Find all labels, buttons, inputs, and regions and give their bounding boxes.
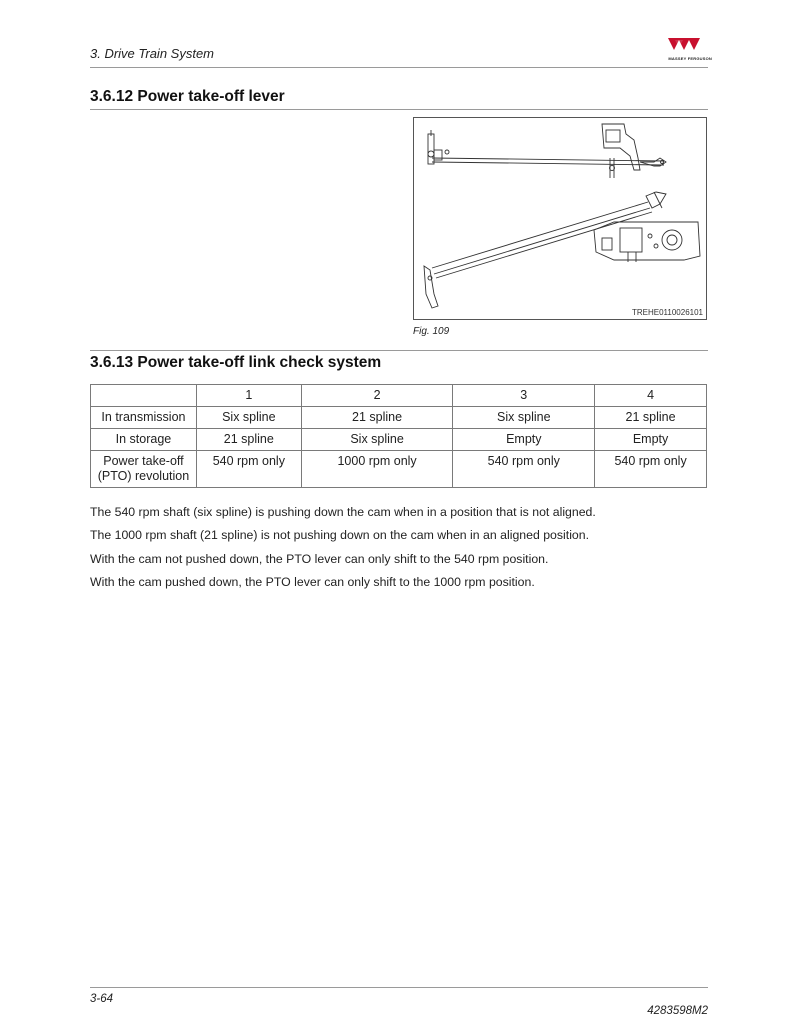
row-label: In storage (91, 429, 197, 451)
table-cell: 21 spline (196, 429, 301, 451)
page-number: 3-64 (90, 993, 114, 1005)
header-rule (90, 67, 708, 68)
table-row (91, 407, 707, 429)
document-number: 4283598M2 (647, 1005, 708, 1017)
table-cell: 21 spline (301, 407, 453, 429)
brand-logo (656, 36, 712, 64)
pto-lever-drawing (414, 118, 706, 319)
row-label-line: (PTO) revolution (97, 469, 190, 483)
figure-image-code: TREHE0110026101 (631, 308, 703, 317)
row-label-line: Power take-off (103, 454, 184, 468)
footer-rule (90, 987, 708, 988)
row-label (91, 451, 197, 488)
table-cell: Six spline (453, 407, 595, 429)
table-cell: 540 rpm only (196, 451, 301, 488)
table-row (91, 429, 707, 451)
figure-caption: Fig. 109 (413, 326, 450, 337)
body-paragraph: The 1000 rpm shaft (21 spline) is not pushing down on the cam when in an aligned position. (90, 528, 590, 542)
upper-rod-assembly (428, 124, 666, 178)
section-heading-power-take-off-lever: 3.6.12 Power take-off lever (90, 88, 285, 105)
table-header-cell: 3 (453, 385, 595, 407)
section-heading-pto-link-check: 3.6.13 Power take-off link check system (90, 354, 382, 371)
body-paragraph: With the cam pushed down, the PTO lever can only shift to the 1000 rpm position. (90, 575, 535, 589)
table-row (91, 451, 707, 488)
table-cell: Empty (453, 429, 595, 451)
table-cell: Six spline (301, 429, 453, 451)
row-label: In transmission (91, 407, 197, 429)
body-paragraph: The 540 rpm shaft (six spline) is pushing down the cam when in a position that is not aligned. (90, 505, 596, 519)
table-cell: 540 rpm only (595, 451, 707, 488)
table-header-cell: 4 (595, 385, 707, 407)
running-header: 3. Drive Train System (90, 46, 215, 61)
table-header-cell: 1 (196, 385, 301, 407)
pto-link-check-table (90, 384, 707, 488)
section-rule (90, 109, 708, 110)
table-cell: Six spline (196, 407, 301, 429)
section-rule (90, 350, 708, 351)
table-cell: 1000 rpm only (301, 451, 453, 488)
logo-wordmark: MASSEY FERGUSON (668, 56, 712, 61)
body-paragraph: With the cam not pushed down, the PTO lever can only shift to the 540 rpm position. (90, 552, 549, 566)
table-cell: 540 rpm only (453, 451, 595, 488)
table-cell: 21 spline (595, 407, 707, 429)
figure-pto-lever (413, 117, 707, 320)
lower-linkage-assembly (424, 192, 700, 308)
triple-triangle-logo-icon (656, 36, 712, 56)
table-header-row (91, 385, 707, 407)
table-header-cell: 2 (301, 385, 453, 407)
table-header-cell (91, 385, 197, 407)
table-cell: Empty (595, 429, 707, 451)
